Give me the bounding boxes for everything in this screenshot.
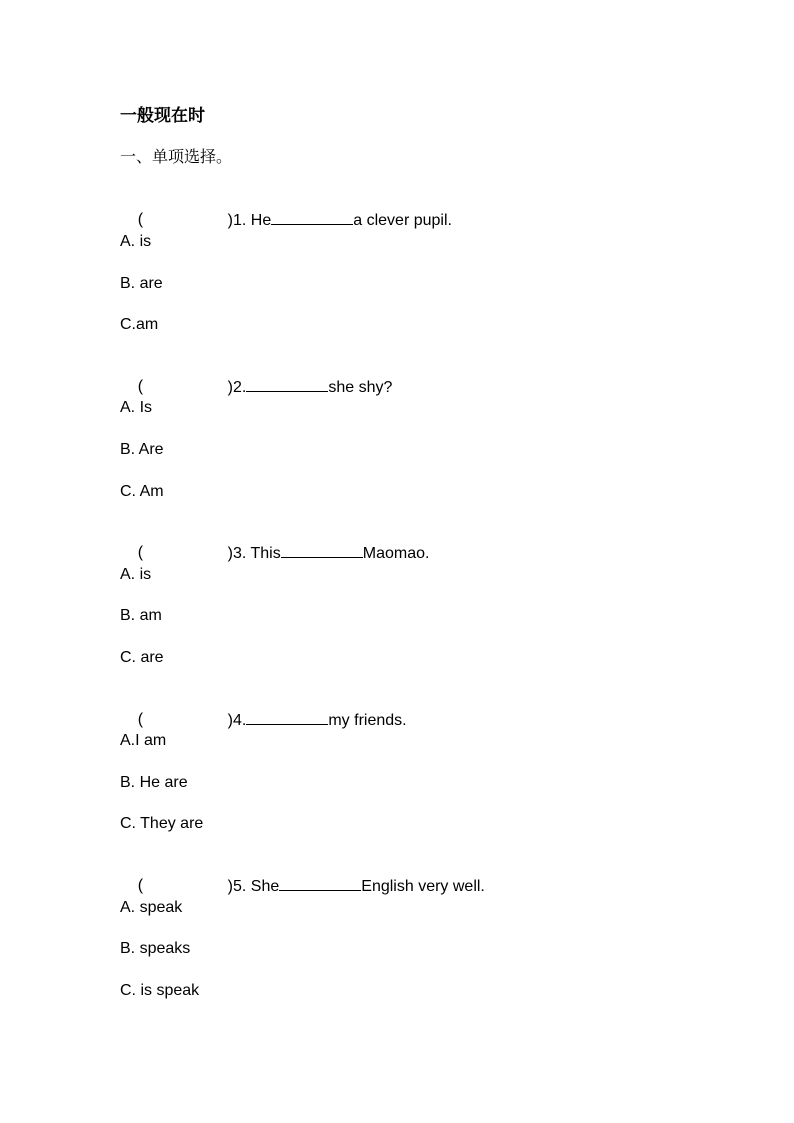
- option-b: B. Are: [120, 441, 164, 458]
- question-text-after: she shy?: [328, 379, 393, 396]
- question-text-after: a clever pupil.: [353, 212, 452, 229]
- question-text-after: English very well.: [361, 878, 485, 895]
- question-text-after: my friends.: [328, 712, 407, 729]
- question-text-before: She: [250, 878, 280, 895]
- question-number: )1.: [227, 212, 247, 229]
- question-number: )2.: [227, 379, 247, 396]
- document-title: 一般现在时: [120, 106, 205, 125]
- option-b: B. He are: [120, 774, 188, 791]
- question-2: [120, 357, 393, 437]
- option-b: B. speaks: [120, 940, 191, 957]
- answer-blank: [279, 876, 361, 891]
- question-1: [120, 190, 452, 270]
- question-text-before: This: [250, 545, 281, 562]
- answer-blank: [246, 377, 328, 392]
- option-a: A. Is: [120, 399, 153, 416]
- option-a: A. is: [120, 233, 152, 250]
- option-a: A. speak: [120, 899, 183, 916]
- question-number: )5.: [227, 878, 247, 895]
- question-text-before: He: [250, 212, 272, 229]
- section-heading: 一、单项选择。: [120, 149, 233, 166]
- option-b: B. am: [120, 607, 162, 624]
- question-text-after: Maomao.: [362, 545, 430, 562]
- question-3: [120, 523, 430, 603]
- option-c: C. are: [120, 649, 164, 666]
- option-a: A. is: [120, 566, 152, 583]
- open-paren: (: [137, 711, 144, 728]
- option-c: C. They are: [120, 815, 204, 832]
- question-number: )4.: [227, 712, 247, 729]
- option-a: A.I am: [120, 732, 167, 749]
- answer-blank: [246, 710, 328, 725]
- answer-blank: [281, 543, 363, 558]
- open-paren: (: [137, 378, 144, 395]
- option-b: B. are: [120, 275, 163, 292]
- open-paren: (: [137, 544, 144, 561]
- open-paren: (: [137, 877, 144, 894]
- option-c: C.am: [120, 316, 159, 333]
- answer-blank: [271, 210, 353, 225]
- option-c: C. is speak: [120, 982, 200, 999]
- open-paren: (: [137, 211, 144, 228]
- question-number: )3.: [227, 545, 247, 562]
- option-c: C. Am: [120, 483, 164, 500]
